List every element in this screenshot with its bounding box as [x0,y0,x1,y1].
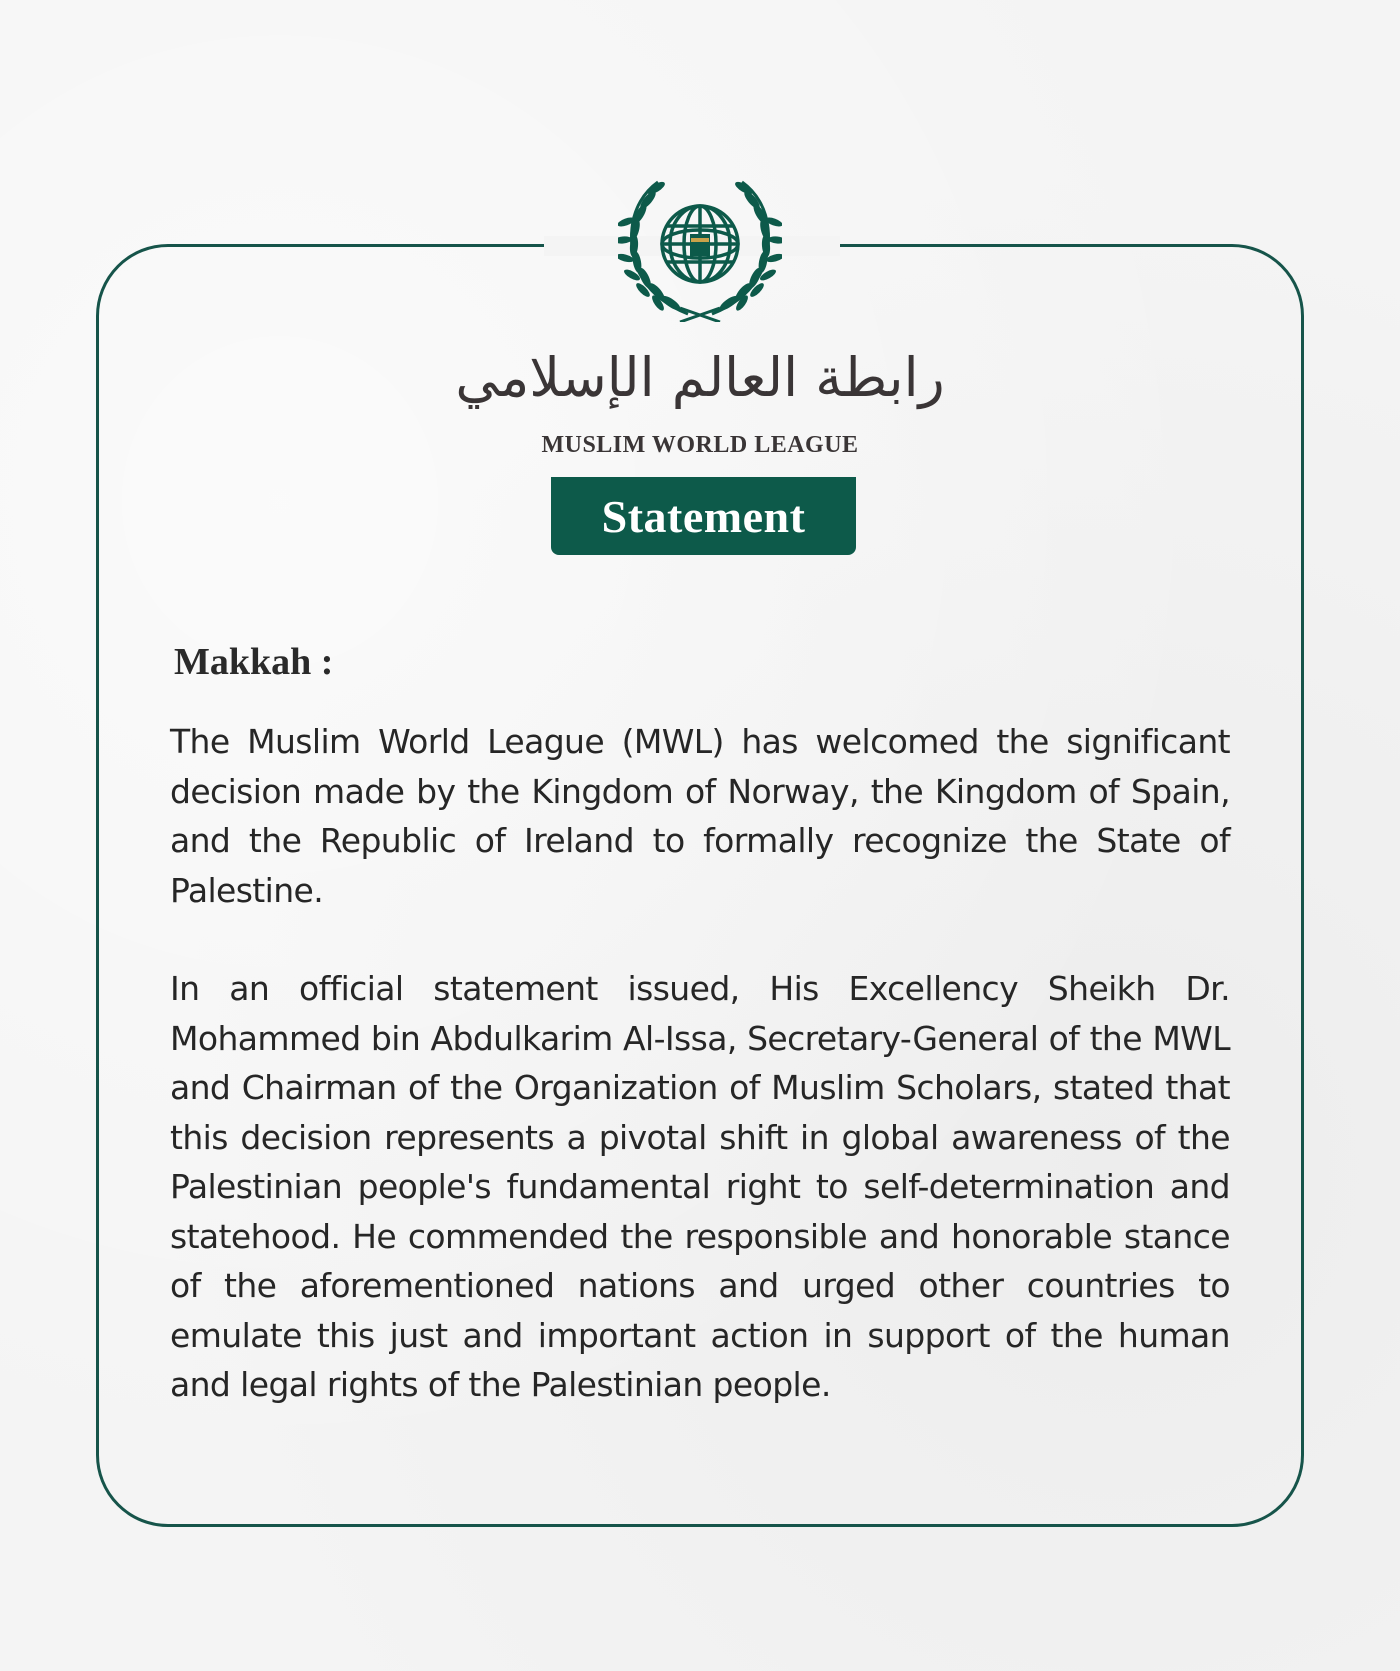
paragraph-2: In an official statement issued, His Excellency Sheikh Dr. Mohammed bin Abdulkarim Al-Issa, Secretary-General of the MWL and Chairman of the Organization of Muslim Scholars, stated that this decision represents a pivotal shift in global awareness of the Palestinian people's fundamental right to self-determination and statehood. He commended the responsible and honorable stance of the aforementioned nations and urged other countries to emulate this just and important action in support of the human and legal rights of the Palestinian people. [170,969,1230,1404]
statement-badge [551,477,856,555]
globe-laurel-wreath-icon [618,178,782,322]
paragraph-1: The Muslim World League (MWL) has welcomed the significant decision made by the Kingdom of Norway, the Kingdom of Spain, and the Republic of Ireland to formally recognize the State of Palestine. [170,722,1230,910]
organization-name: MUSLIM WORLD LEAGUE [541,432,859,458]
statement-badge-label: Statement [601,490,806,542]
dateline: Makkah : [174,641,334,683]
organization-arabic-name: رابطة العالم الإسلامي [455,346,945,409]
